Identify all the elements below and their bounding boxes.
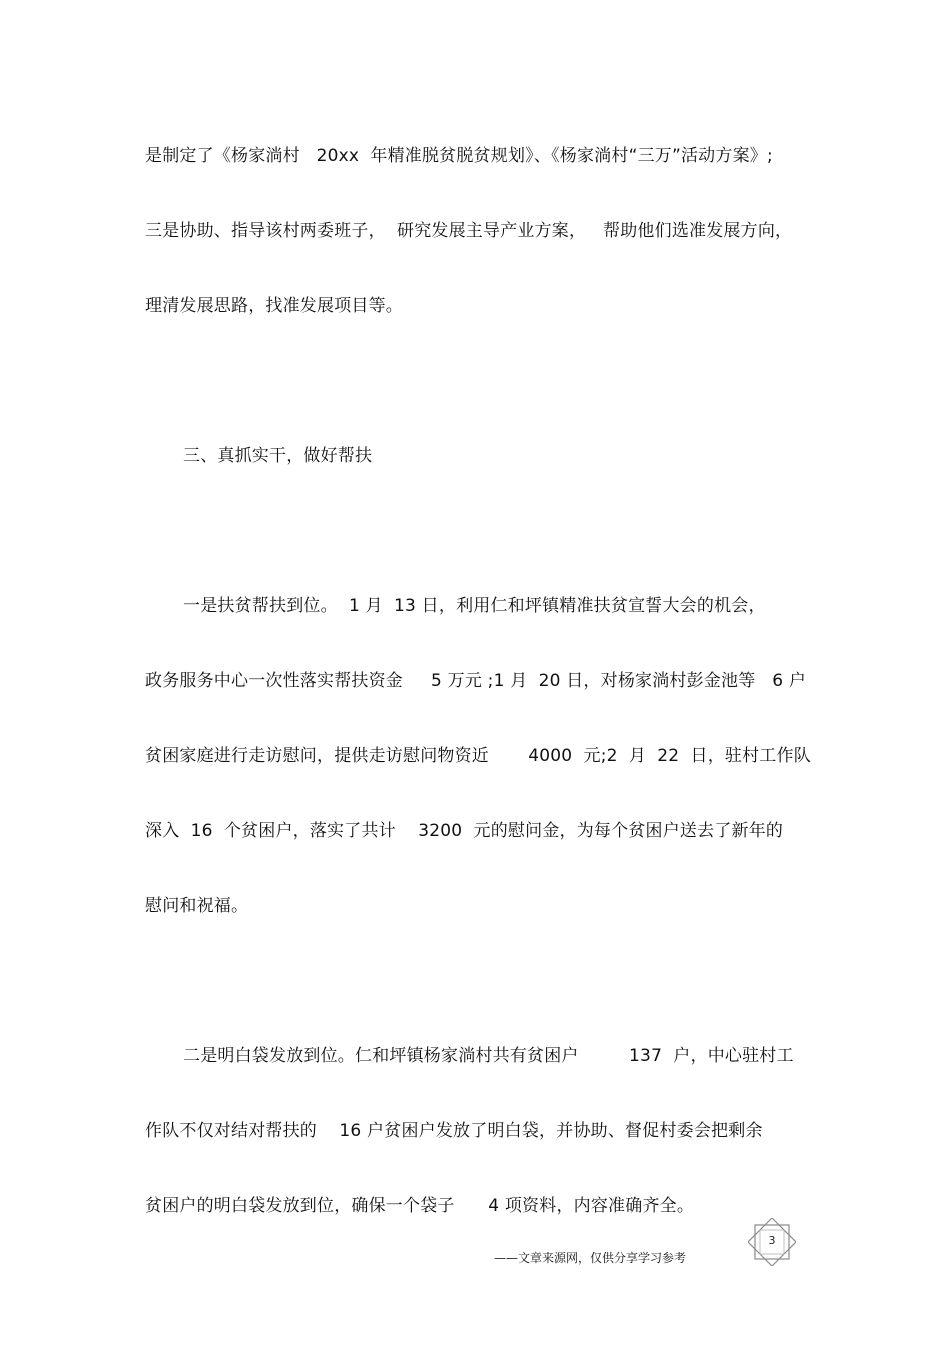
paragraph-line: 是制定了《杨家淌村 20xx 年精准脱贫脱贫规划》、《杨家淌村“三万”活动方案》; xyxy=(145,146,773,166)
paragraph-line: 三是协助、指导该村两委班子， 研究发展主导产业方案， 帮助他们选准发展方向， xyxy=(145,221,793,241)
paragraph-line: 深入 16 个贫困户，落实了共计 3200 元的慰问金，为每个贫困户送去了新年的 xyxy=(145,821,784,841)
footer-source-note: ——文章来源网，仅供分享学习参考 xyxy=(494,1251,687,1265)
page-number: 3 xyxy=(768,1234,776,1247)
paragraph-line: 贫困户的明白袋发放到位，确保一个袋子 4 项资料，内容准确齐全。 xyxy=(145,1196,695,1216)
paragraph-line: 二是明白袋发放到位。仁和坪镇杨家淌村共有贫困户 137 户，中心驻村工 xyxy=(183,1046,794,1066)
paragraph-line: 政务服务中心一次性落实帮扶资金 5 万元 ;1 月 20 日，对杨家淌村彭金池等 6 户 xyxy=(145,671,807,691)
paragraph-line: 作队不仅对结对帮扶的 16 户贫困户发放了明白袋，并协助、督促村委会把剩余 xyxy=(145,1121,763,1141)
page-number-badge xyxy=(748,1218,796,1266)
section-heading: 三、真抓实干，做好帮扶 xyxy=(183,446,373,466)
paragraph-line: 理清发展思路，找准发展项目等。 xyxy=(145,296,403,316)
paragraph-line: 一是扶贫帮扶到位。 1 月 13 日，利用仁和坪镇精准扶贫宣誓大会的机会， xyxy=(183,596,766,616)
paragraph-line: 贫困家庭进行走访慰问，提供走访慰问物资近 4000 元;2 月 22 日，驻村工作队 xyxy=(145,746,811,766)
paragraph-line: 慰问和祝福。 xyxy=(145,896,249,916)
